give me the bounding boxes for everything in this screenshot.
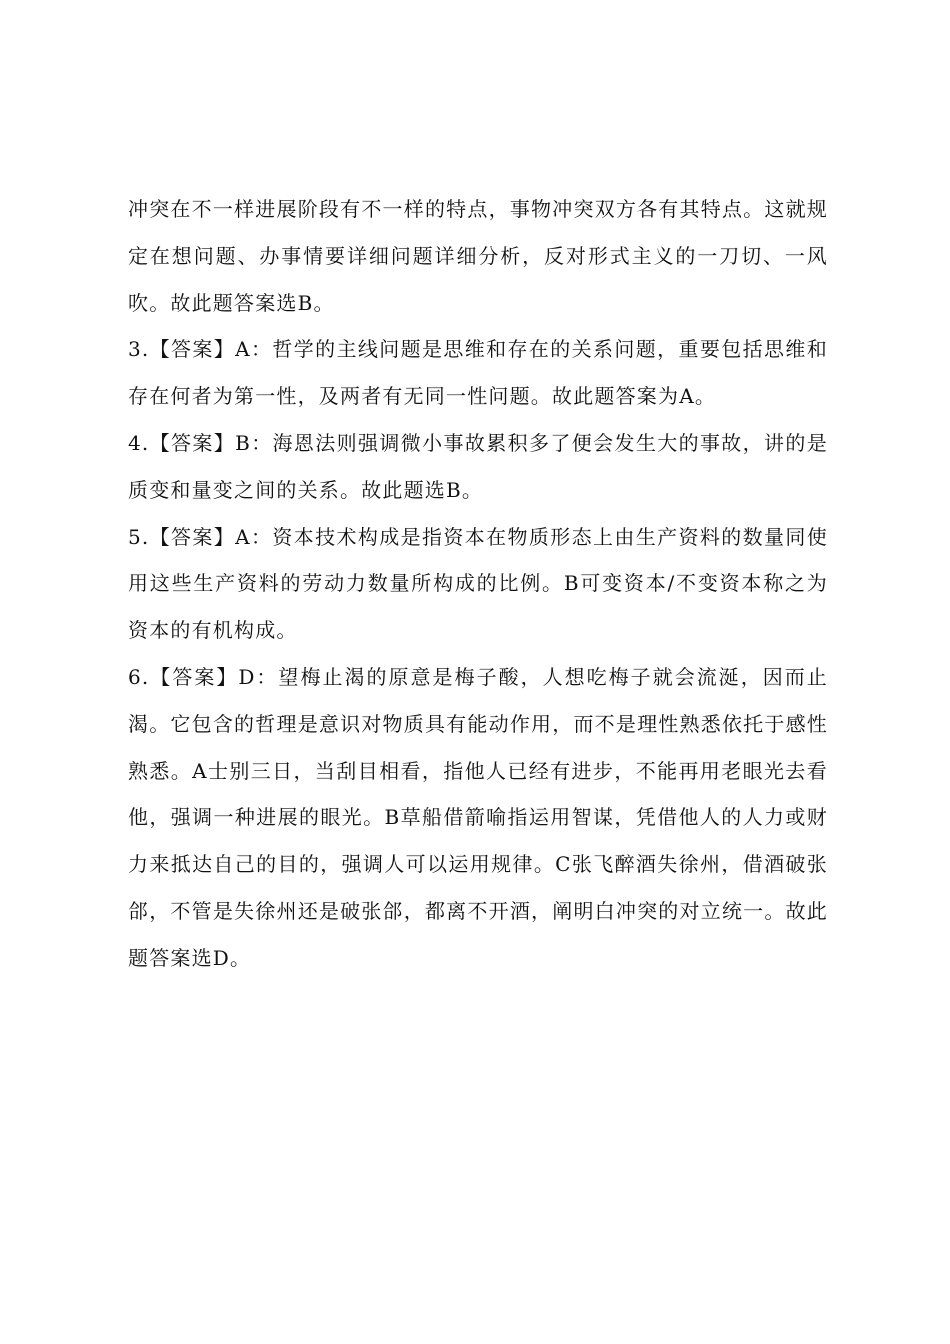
answer-5: 5.【答案】A：资本技术构成是指资本在物质形态上由生产资料的数量同使用这些生产资料的劳动力数量所构成的比例。B可变资本/不变资本称之为资本的有机构成。 [128, 524, 828, 643]
answer-explanations [128, 186, 828, 982]
answer-6: 6.【答案】D：望梅止渴的原意是梅子酸，人想吃梅子就会流涎，因而止渴。它包含的哲理是意识对物质具有能动作用，而不是理性熟悉依托于感性熟悉。A士别三日，当刮目相看，指他人已经有进步，不能再用老眼光去看他，强调一种进展的眼光。B草船借箭喻指运用智谋，凭借他人的人力或财力来抵达自己的目的，强调人可以运用规律。C张飞醉酒失徐州，借酒破张郃，不管是失徐州还是破张郃，都离不开酒，阐明白冲突的对立统一。故此题答案选D。 [128, 664, 828, 970]
paragraph-continuation: 冲突在不一样进展阶段有不一样的特点，事物冲突双方各有其特点。这就规定在想问题、办事情要详细问题详细分析，反对形式主义的一刀切、一风吹。故此题答案选B。 [128, 197, 828, 315]
answer-4: 4.【答案】B：海恩法则强调微小事故累积多了便会发生大的事故，讲的是质变和量变之间的关系。故此题选B。 [128, 430, 828, 502]
answer-3: 3.【答案】A：哲学的主线问题是思维和存在的关系问题，重要包括思维和存在何者为第一性，及两者有无同一性问题。故此题答案为A。 [128, 337, 828, 409]
